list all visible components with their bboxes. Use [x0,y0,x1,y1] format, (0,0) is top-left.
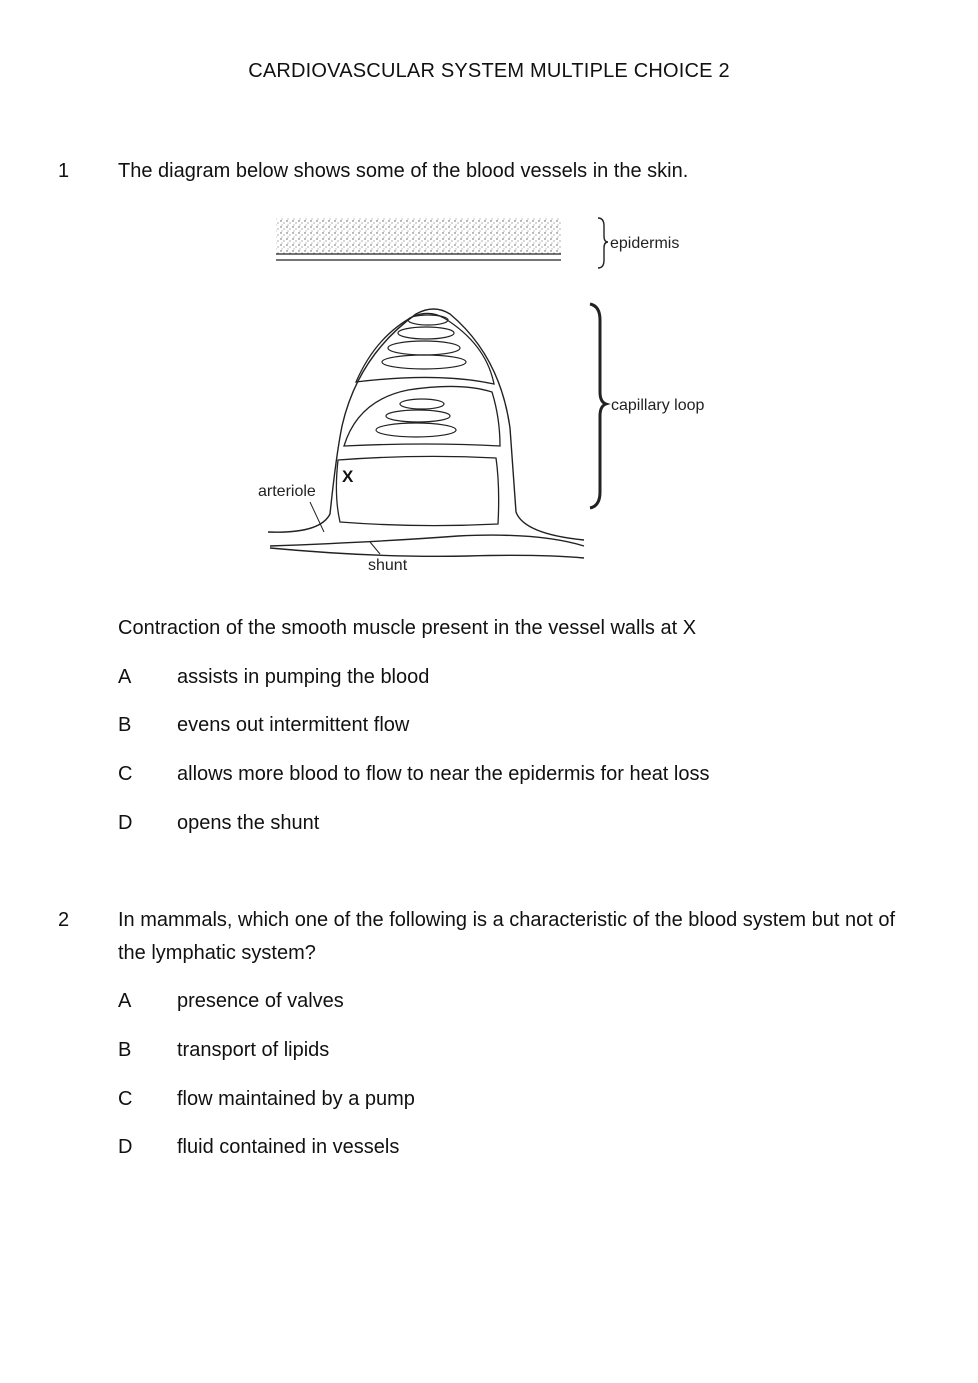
arteriole-label: arteriole [258,483,316,500]
q1-option-b-letter: B [118,714,132,736]
q2-option-a-text: presence of valves [177,990,344,1012]
x-marker: X [342,467,354,486]
shunt-label: shunt [368,557,408,574]
q1-option-c-text: allows more blood to flow to near the epidermis for heat loss [177,763,710,785]
capillary-loop-brace [590,304,606,508]
q1-option-d-text: opens the shunt [177,812,320,834]
capillary-lenses-middle [376,399,456,437]
q1-option-a-text: assists in pumping the blood [177,666,430,688]
epidermis-brace [598,218,608,268]
q2-option-b-text: transport of lipids [177,1039,330,1061]
q2-option-c-letter: C [118,1088,133,1110]
question-1-stem: The diagram below shows some of the blood vessels in the skin. [118,160,689,182]
page-title: CARDIOVASCULAR SYSTEM MULTIPLE CHOICE 2 [248,60,730,82]
skin-blood-vessels-diagram [238,196,738,596]
question-2-number: 2 [58,909,70,931]
q1-option-c-letter: C [118,763,133,785]
q1-option-a-letter: A [118,666,132,688]
epidermis-layer [276,218,561,260]
capillary-lenses-upper [382,315,466,369]
question-1-number: 1 [58,160,70,182]
shunt-pointer [370,542,380,554]
shunt-vessel [270,535,584,558]
q1-option-d-letter: D [118,812,133,834]
q2-option-c-text: flow maintained by a pump [177,1088,415,1110]
capillary-inner-lower [336,456,498,525]
capillary-loop-label: capillary loop [611,397,705,414]
q1-option-b-text: evens out intermittent flow [177,714,410,736]
capillary-loop-outer [268,309,584,540]
question-1-prompt: Contraction of the smooth muscle present in the vessel walls at X [118,617,697,639]
q2-option-d-text: fluid contained in vessels [177,1136,400,1158]
q2-option-b-letter: B [118,1039,132,1061]
q2-option-a-letter: A [118,990,132,1012]
epidermis-label: epidermis [610,235,680,252]
q2-option-d-letter: D [118,1136,133,1158]
capillary-inner-upper [356,313,494,384]
question-2-stem: In mammals, which one of the following is a characteristic of the blood system but not of the lymphatic system? [118,909,896,964]
